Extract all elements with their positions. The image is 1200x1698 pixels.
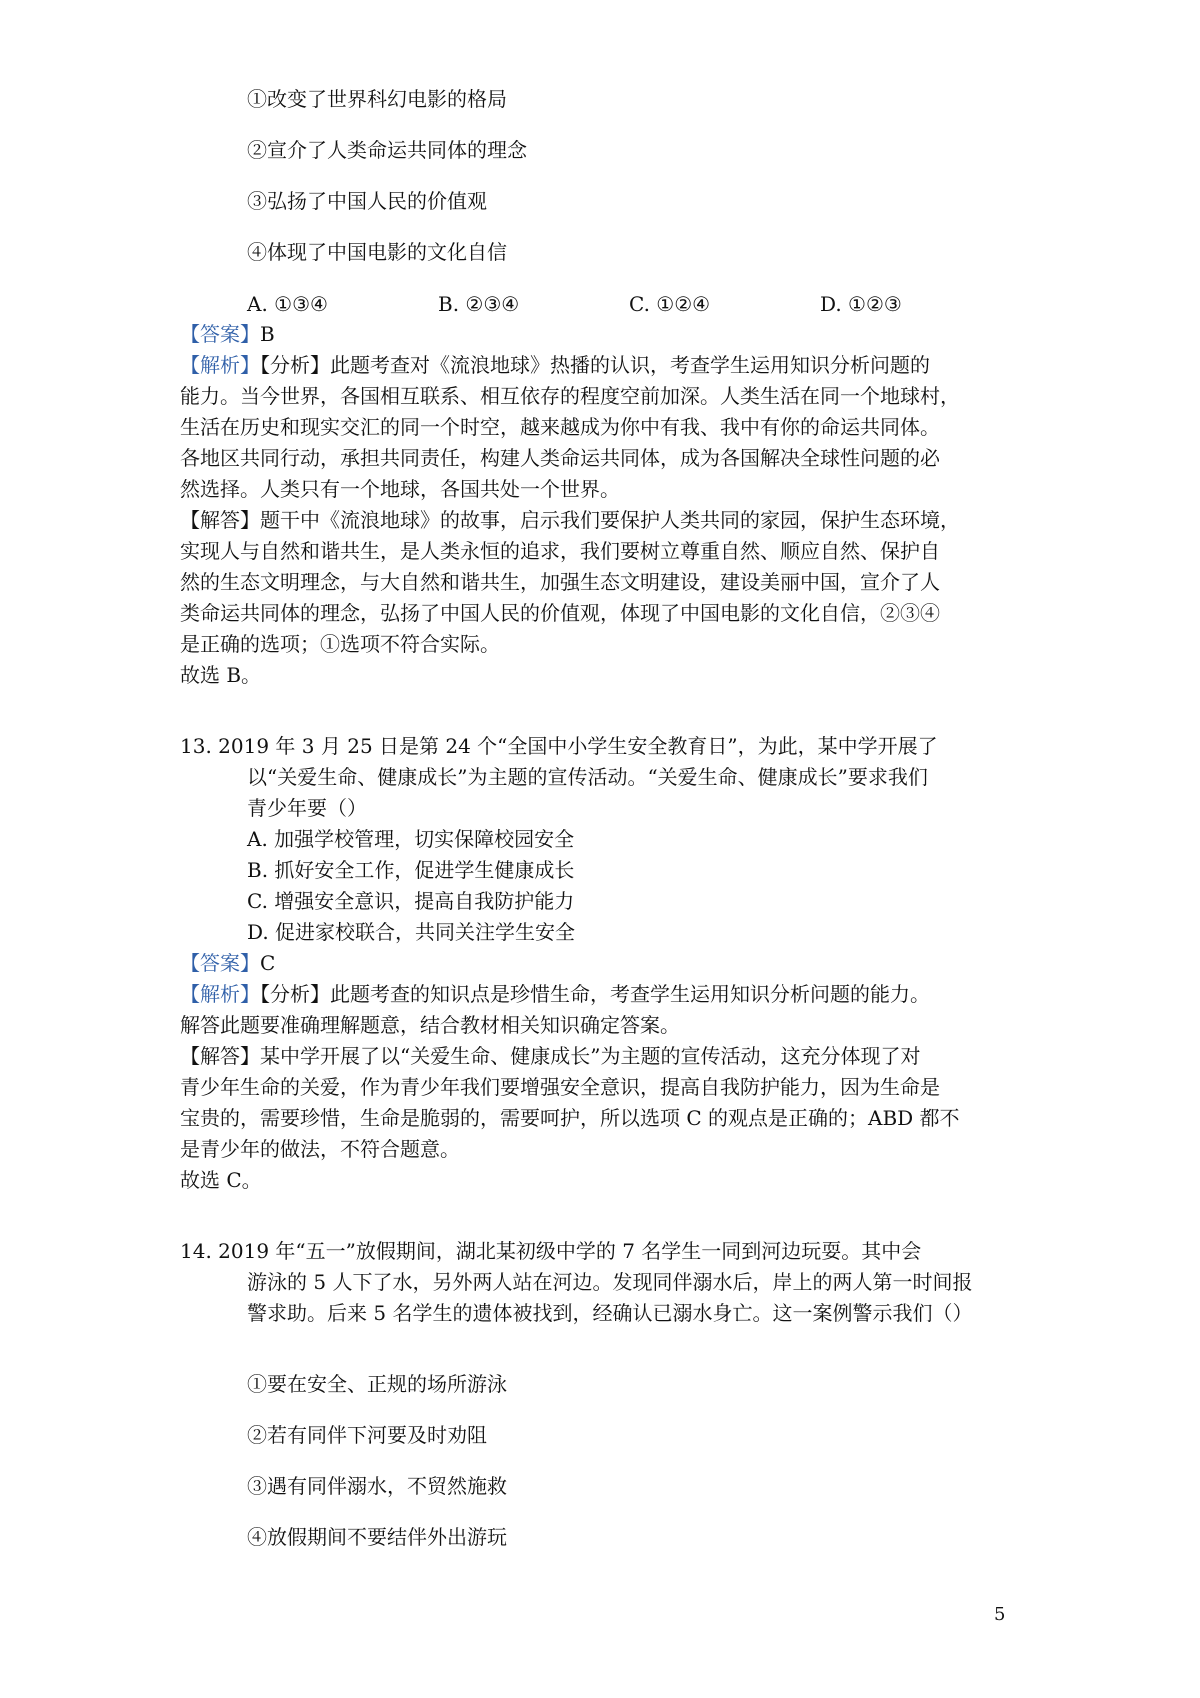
- q12-analysis-line-5: 然选择。人类只有一个地球，各国共处一个世界。: [180, 477, 620, 501]
- answer-tag: 【答案】: [180, 322, 260, 346]
- q12-analysis-line-3: 生活在历史和现实交汇的同一个时空，越来越成为你中有我、我中有你的命运共同体。: [180, 415, 940, 439]
- q12-option-c: C. ①②④: [629, 292, 711, 316]
- q13-option-d: D. 促进家校联合，共同关注学生安全: [247, 920, 576, 944]
- answer-value: B: [260, 322, 275, 346]
- q12-solution-line-4: 类命运共同体的理念，弘扬了中国人民的价值观，体现了中国电影的文化自信，②③④: [180, 601, 940, 625]
- q14-statement-3: ③遇有同伴溺水，不贸然施救: [247, 1474, 507, 1498]
- q13-stem-line-2: 以“关爱生命、健康成长”为主题的宣传活动。“关爱生命、健康成长”要求我们: [247, 765, 928, 789]
- q12-statement-4: ④体现了中国电影的文化自信: [247, 240, 507, 264]
- page-number: 5: [994, 1604, 1006, 1625]
- q12-statement-2: ②宣介了人类命运共同体的理念: [247, 138, 527, 162]
- q13-stem-line-1: 13. 2019 年 3 月 25 日是第 24 个“全国中小学生安全教育日”，为此，某中学开展了: [180, 734, 938, 758]
- q13-solution-line-3: 宝贵的，需要珍惜，生命是脆弱的，需要呵护，所以选项 C 的观点是正确的；ABD 都不: [180, 1106, 960, 1130]
- q14-statement-2: ②若有同伴下河要及时劝阻: [247, 1423, 487, 1447]
- answer-value: C: [260, 951, 276, 975]
- q14-stem-line-2: 游泳的 5 人下了水，另外两人站在河边。发现同伴溺水后，岸上的两人第一时间报: [247, 1270, 973, 1294]
- q14-stem-line-3: 警求助。后来 5 名学生的遗体被找到，经确认已溺水身亡。这一案例警示我们（）: [247, 1301, 973, 1325]
- analysis-text: 【分析】此题考查对《流浪地球》热播的认识，考查学生运用知识分析问题的: [260, 353, 930, 377]
- q14-statement-4: ④放假期间不要结伴外出游玩: [247, 1525, 507, 1549]
- q12-solution-line-5: 是正确的选项；①选项不符合实际。: [180, 632, 500, 656]
- q12-solution-line-2: 实现人与自然和谐共生，是人类永恒的追求，我们要树立尊重自然、顺应自然、保护自: [180, 539, 940, 563]
- q12-option-b: B. ②③④: [438, 292, 520, 316]
- q12-option-a: A. ①③④: [247, 292, 328, 316]
- q12-analysis-line-4: 各地区共同行动，承担共同责任，构建人类命运共同体，成为各国解决全球性问题的必: [180, 446, 940, 470]
- q13-conclusion: 故选 C。: [180, 1168, 262, 1192]
- q13-answer: [180, 948, 275, 978]
- q12-statement-1: ①改变了世界科幻电影的格局: [247, 87, 507, 111]
- q13-solution-line-4: 是青少年的做法，不符合题意。: [180, 1137, 460, 1161]
- q13-option-c: C. 增强安全意识，提高自我防护能力: [247, 889, 575, 913]
- analysis-text: 【分析】此题考查的知识点是珍惜生命，考查学生运用知识分析问题的能力。: [260, 982, 930, 1006]
- q12-analysis-line-1: [180, 350, 930, 380]
- analysis-tag: 【解析】: [180, 353, 260, 377]
- q14-stem-line-1: 14. 2019 年“五一”放假期间，湖北某初级中学的 7 名学生一同到河边玩耍。其中会: [180, 1239, 922, 1263]
- q12-answer: [180, 319, 275, 349]
- q12-option-d: D. ①②③: [820, 292, 902, 316]
- q13-analysis-line-2: 解答此题要准确理解题意，结合教材相关知识确定答案。: [180, 1013, 680, 1037]
- q12-analysis-line-2: 能力。当今世界，各国相互联系、相互依存的程度空前加深。人类生活在同一个地球村，: [180, 384, 960, 408]
- q13-solution-line-1: 【解答】某中学开展了以“关爱生命、健康成长”为主题的宣传活动，这充分体现了对: [180, 1044, 921, 1068]
- analysis-tag: 【解析】: [180, 982, 260, 1006]
- q13-analysis-line-1: [180, 979, 930, 1009]
- q14-statement-1: ①要在安全、正规的场所游泳: [247, 1372, 507, 1396]
- q12-solution-line-1: 【解答】题干中《流浪地球》的故事，启示我们要保护人类共同的家园，保护生态环境，: [180, 508, 960, 532]
- q12-statement-3: ③弘扬了中国人民的价值观: [247, 189, 487, 213]
- q13-option-a: A. 加强学校管理，切实保障校园安全: [247, 827, 575, 851]
- q12-solution-line-3: 然的生态文明理念，与大自然和谐共生，加强生态文明建设，建设美丽中国，宣介了人: [180, 570, 940, 594]
- q13-stem-line-3: 青少年要（）: [247, 796, 367, 820]
- q12-conclusion: 故选 B。: [180, 663, 262, 687]
- answer-tag: 【答案】: [180, 951, 260, 975]
- q13-solution-line-2: 青少年生命的关爱，作为青少年我们要增强安全意识，提高自我防护能力，因为生命是: [180, 1075, 940, 1099]
- q13-option-b: B. 抓好安全工作，促进学生健康成长: [247, 858, 575, 882]
